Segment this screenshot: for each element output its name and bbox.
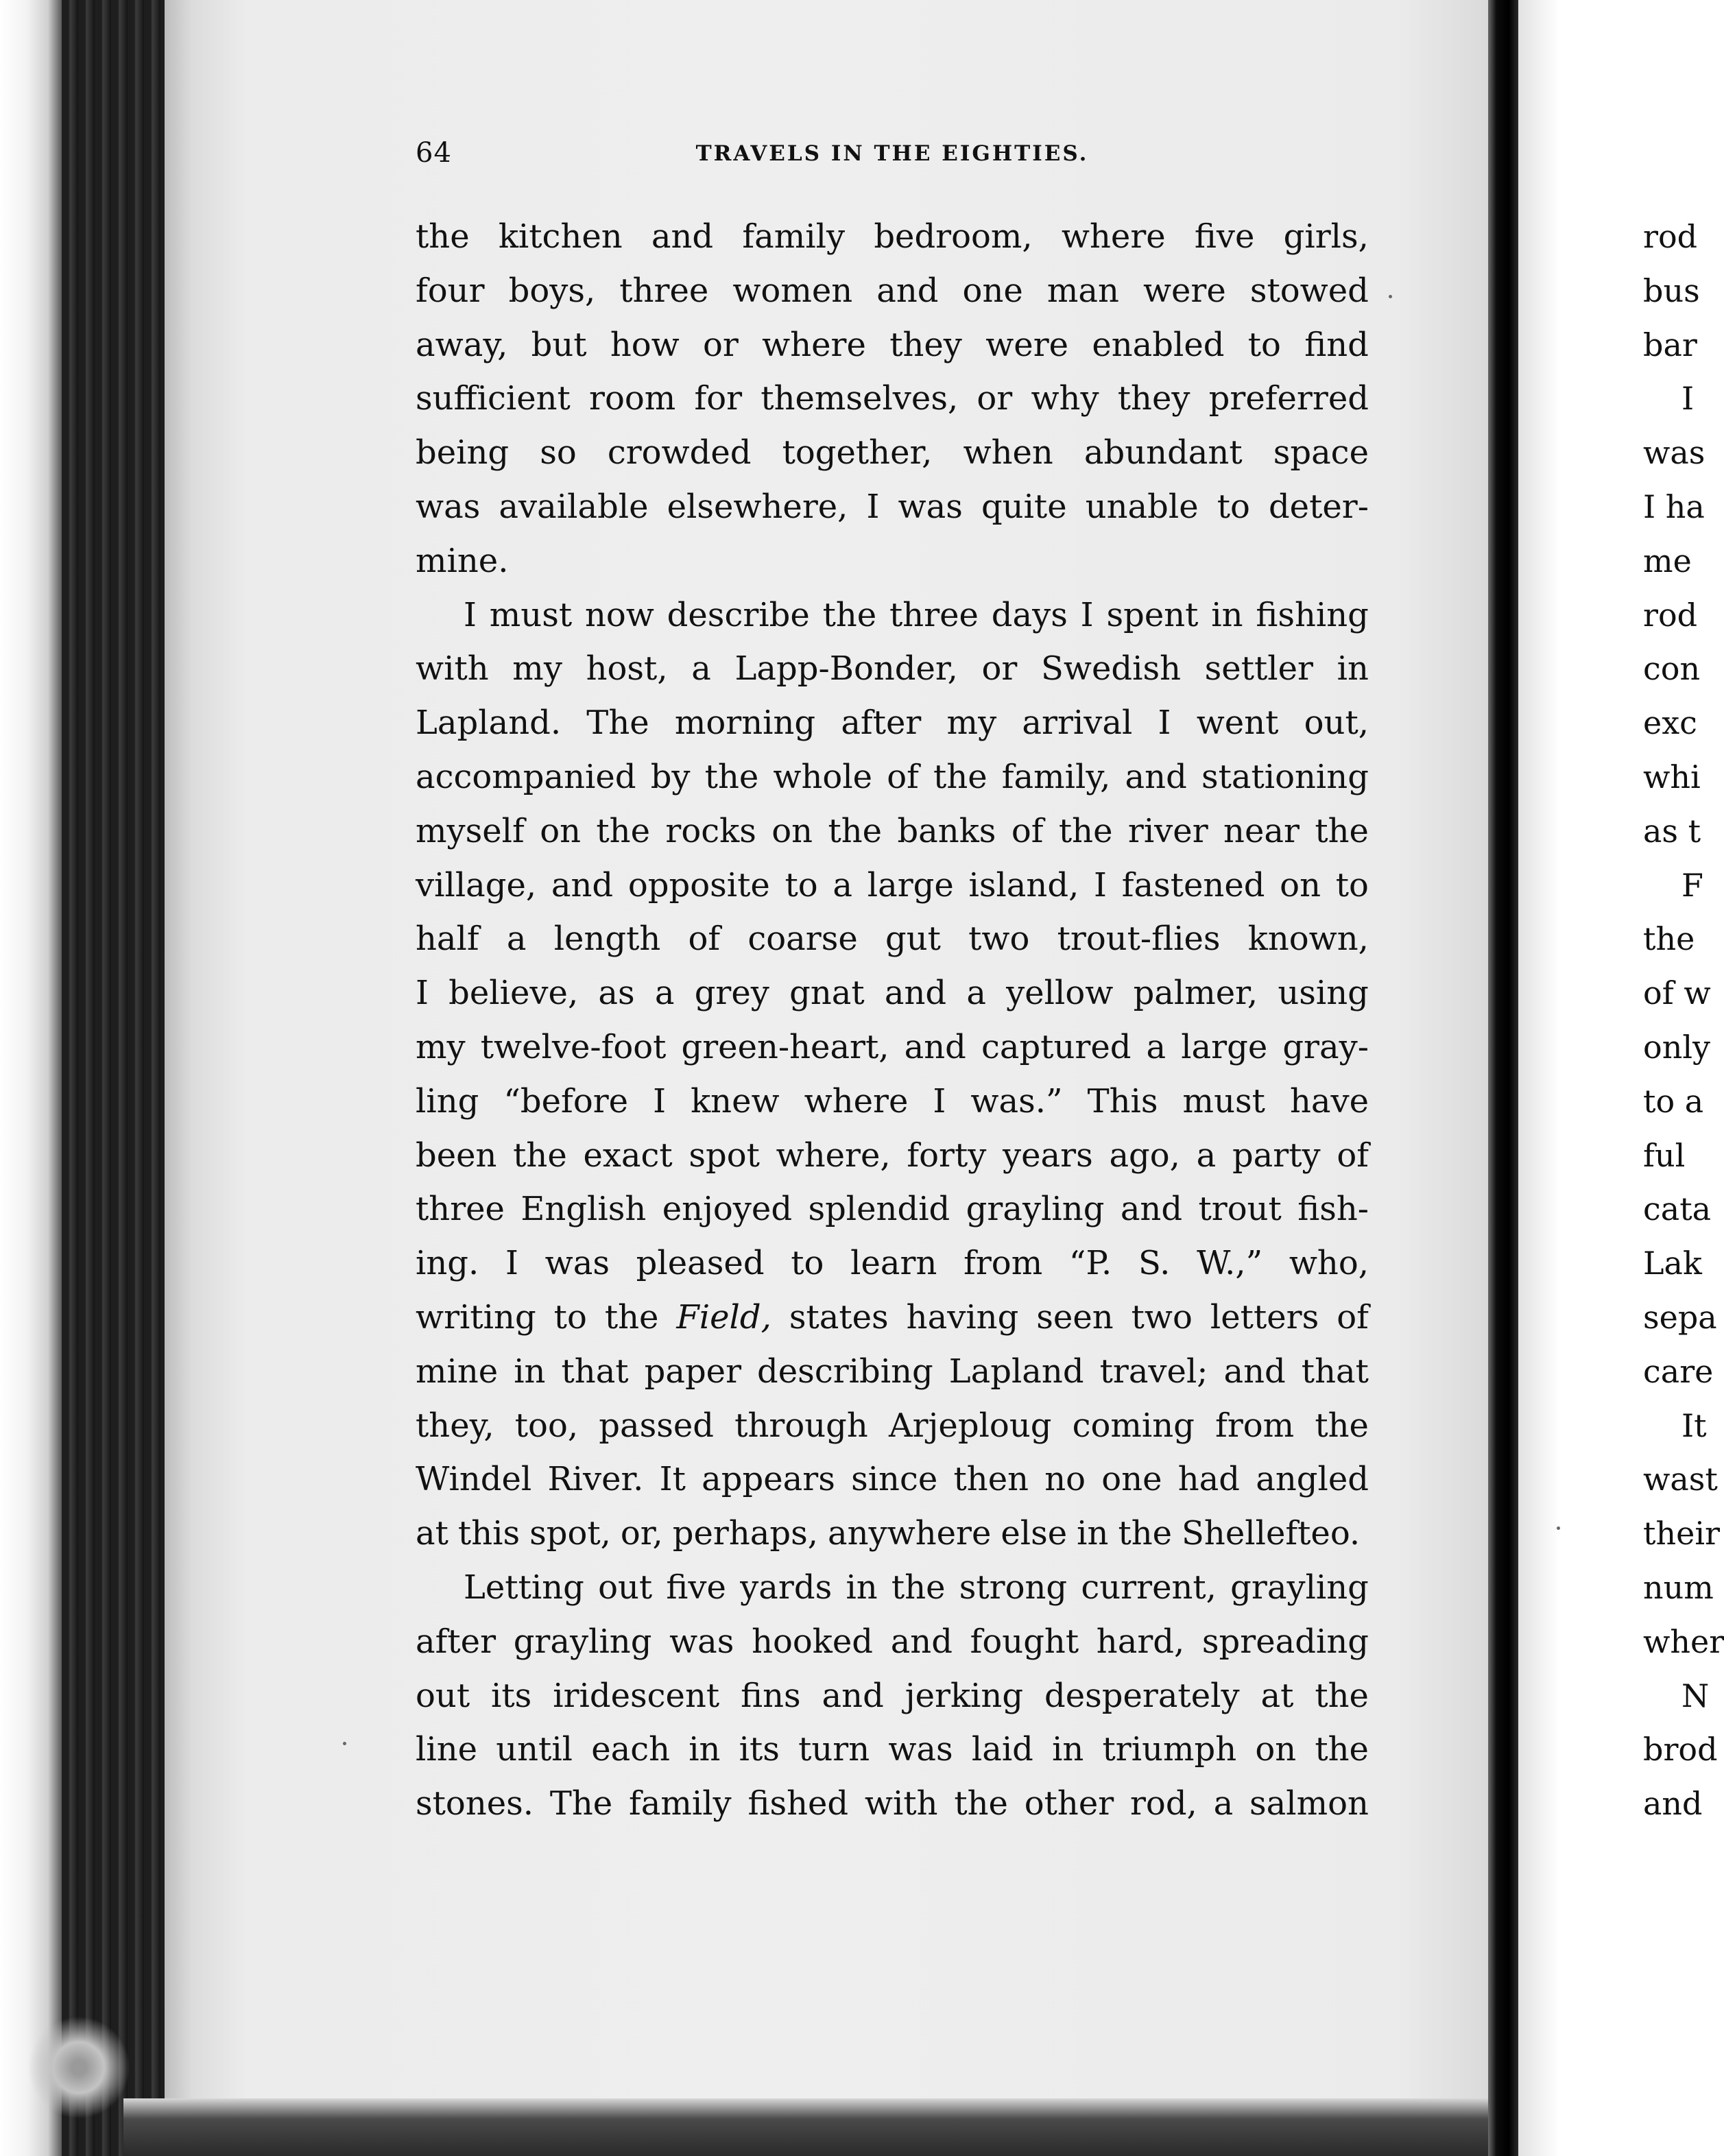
text-line: out its iridescent fins and jerking desperately at the	[416, 1676, 1369, 1715]
text-line: village, and opposite to a large island, I fastened on to	[416, 865, 1369, 905]
paper-stain	[27, 2016, 130, 2119]
facing-page-line: exc	[1643, 704, 1697, 742]
running-title: TRAVELS IN THE EIGHTIES.	[695, 141, 1089, 166]
running-head	[416, 137, 1369, 178]
facing-page-text	[1643, 210, 1724, 1831]
facing-page-line: con	[1643, 650, 1701, 688]
text-line: they, too, passed through Arjeploug coming from the	[416, 1406, 1369, 1445]
facing-page-line: It	[1681, 1406, 1707, 1444]
facing-page-line: me	[1643, 542, 1692, 579]
facing-page-line: I	[1681, 380, 1695, 418]
facing-page-line: the	[1643, 920, 1695, 958]
text-line: ling “before I knew where I was.” This must have	[416, 1081, 1369, 1121]
text-line: with my host, a Lapp-Bonder, or Swedish settler in	[416, 649, 1369, 688]
paper-speck	[1557, 1526, 1560, 1530]
facing-page-line: care	[1643, 1352, 1714, 1390]
page-bottom-edge	[123, 2098, 1495, 2156]
facing-page-line: brod	[1643, 1731, 1718, 1769]
book-edge	[0, 0, 62, 2156]
text-line: half a length of coarse gut two trout-flies known,	[416, 920, 1369, 959]
text-line: four boys, three women and one man were stowed	[416, 271, 1369, 310]
text-line: Windel River. It appears since then no one had angled	[416, 1460, 1369, 1499]
facing-page-line: whi	[1643, 758, 1701, 795]
text-line: writing to the Field, states having seen two letters of	[416, 1297, 1369, 1337]
facing-page-line: and	[1643, 1785, 1703, 1823]
facing-page-line: Lak	[1643, 1245, 1702, 1282]
book-binding	[62, 0, 165, 2156]
text-line: I believe, as a grey gnat and a yellow palmer, using	[416, 974, 1369, 1013]
facing-page-line: their	[1643, 1515, 1721, 1553]
text-line: stones. The family fished with the other rod, a salmon	[416, 1784, 1369, 1823]
text-line: I must now describe the three days I spent in fishing	[464, 595, 1369, 634]
facing-page-line: rod	[1643, 596, 1698, 634]
text-line: been the exact spot where, forty years ago, a party of	[416, 1136, 1369, 1175]
facing-page-line: only	[1643, 1028, 1711, 1066]
text-line: mine.	[416, 541, 509, 580]
facing-page-line: I ha	[1643, 488, 1705, 525]
text-line: sufficient room for themselves, or why they preferred	[416, 379, 1369, 418]
paper-speck	[1389, 295, 1392, 298]
text-line: accompanied by the whole of the family, and stationing	[416, 757, 1369, 796]
facing-page-line: as t	[1643, 812, 1701, 850]
text-line: away, but how or where they were enabled to find	[416, 325, 1369, 364]
facing-page-line: of w	[1643, 974, 1711, 1012]
text-line: Letting out five yards in the strong current, grayling	[464, 1568, 1369, 1607]
body-text	[416, 210, 1369, 1831]
text-line: the kitchen and family bedroom, where five girls,	[416, 217, 1369, 256]
facing-page-line: wher	[1643, 1622, 1724, 1660]
text-line: three English enjoyed splendid grayling and trout fish-	[416, 1190, 1369, 1229]
text-line: ing. I was pleased to learn from “P. S. W.,” who,	[416, 1244, 1369, 1283]
text-line: myself on the rocks on the banks of the river near the	[416, 811, 1369, 850]
facing-page-line: was	[1643, 434, 1705, 472]
facing-page-line: bar	[1643, 326, 1697, 363]
text-line: line until each in its turn was laid in triumph on the	[416, 1730, 1369, 1769]
facing-page-line: bus	[1643, 272, 1700, 309]
facing-page-line: N	[1681, 1677, 1710, 1714]
facing-page-line: ful	[1643, 1136, 1686, 1174]
text-line: after grayling was hooked and fought hard, spreading	[416, 1622, 1369, 1661]
text-line: Lapland. The morning after my arrival I went out,	[416, 704, 1369, 743]
facing-page-line: cata	[1643, 1190, 1712, 1228]
page-gutter	[1488, 0, 1518, 2156]
text-line: was available elsewhere, I was quite unable to deter-	[416, 487, 1369, 526]
text-line: mine in that paper describing Lapland travel; and that	[416, 1352, 1369, 1391]
text-line: at this spot, or, perhaps, anywhere else in the Shellefteo.	[416, 1514, 1361, 1553]
facing-page-line: sepa	[1643, 1298, 1717, 1336]
text-line: being so crowded together, when abundant space	[416, 433, 1369, 472]
page-number: 64	[416, 137, 452, 169]
facing-page-line: F	[1681, 866, 1703, 904]
facing-page-line: num	[1643, 1568, 1714, 1606]
facing-page-line: rod	[1643, 218, 1698, 255]
paper-speck	[343, 1742, 346, 1745]
facing-page-line: to a	[1643, 1082, 1704, 1120]
text-line: my twelve-foot green-heart, and captured a large gray-	[416, 1027, 1369, 1066]
facing-page-line: wast	[1643, 1461, 1718, 1498]
